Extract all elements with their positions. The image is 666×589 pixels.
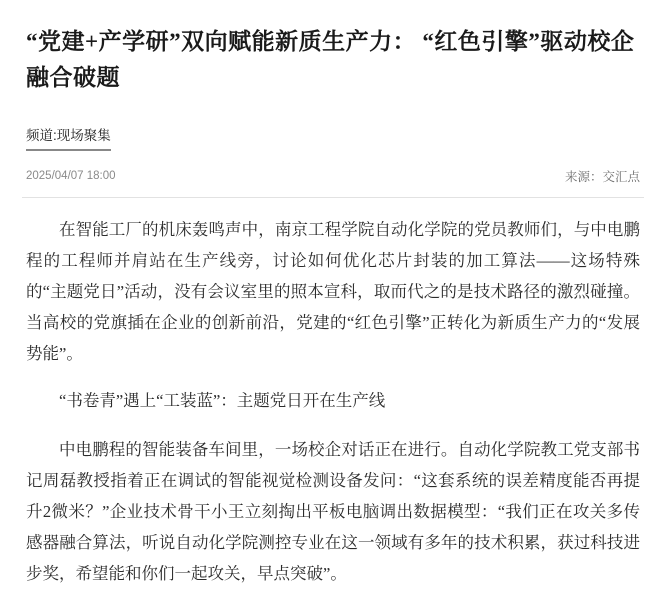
article-subheading: “书卷青”遇上“工装蓝”：主题党日开在生产线 (59, 391, 386, 410)
article-source: 来源：交汇点 (564, 170, 640, 184)
publish-date: 2025/04/07 18:00 (26, 170, 116, 182)
article-meta (22, 167, 644, 198)
article-paragraph: 中电鹏程的智能装备车间里，一场校企对话正在进行。自动化学院教工党支部书记周磊教授指着正在调试的智能视觉检测设备发问：“这套系统的误差精度能否再提升2微米？”企业技术骨干小王立刻掏出平板电脑调出数据模型：“我们正在攻关多传感器融合算法，听说自动化学院测控专业在这一领域有多年的技术积累，获过科技进步奖，希望能和你们一起攻关，早点突破”。 (26, 440, 640, 583)
channel-label[interactable]: 频道:现场聚集 (26, 126, 111, 151)
page-title: “党建+产学研”双向赋能新质生产力： “红色引擎”驱动校企融合破题 (26, 29, 635, 90)
article-paragraph: 在智能工厂的机床轰鸣声中，南京工程学院自动化学院的党员教师们，与中电鹏程的工程师并肩站在生产线旁，讨论如何优化芯片封装的加工算法——这场特殊的“主题党日”活动，没有会议室里的照本宣科，取而代之的是技术路径的激烈碰撞。当高校的党旗插在企业的创新前沿，党建的“红色引擎”正转化为新质生产力的“发展势能”。 (26, 220, 640, 363)
article-body (22, 214, 644, 589)
channel-row (22, 126, 644, 151)
